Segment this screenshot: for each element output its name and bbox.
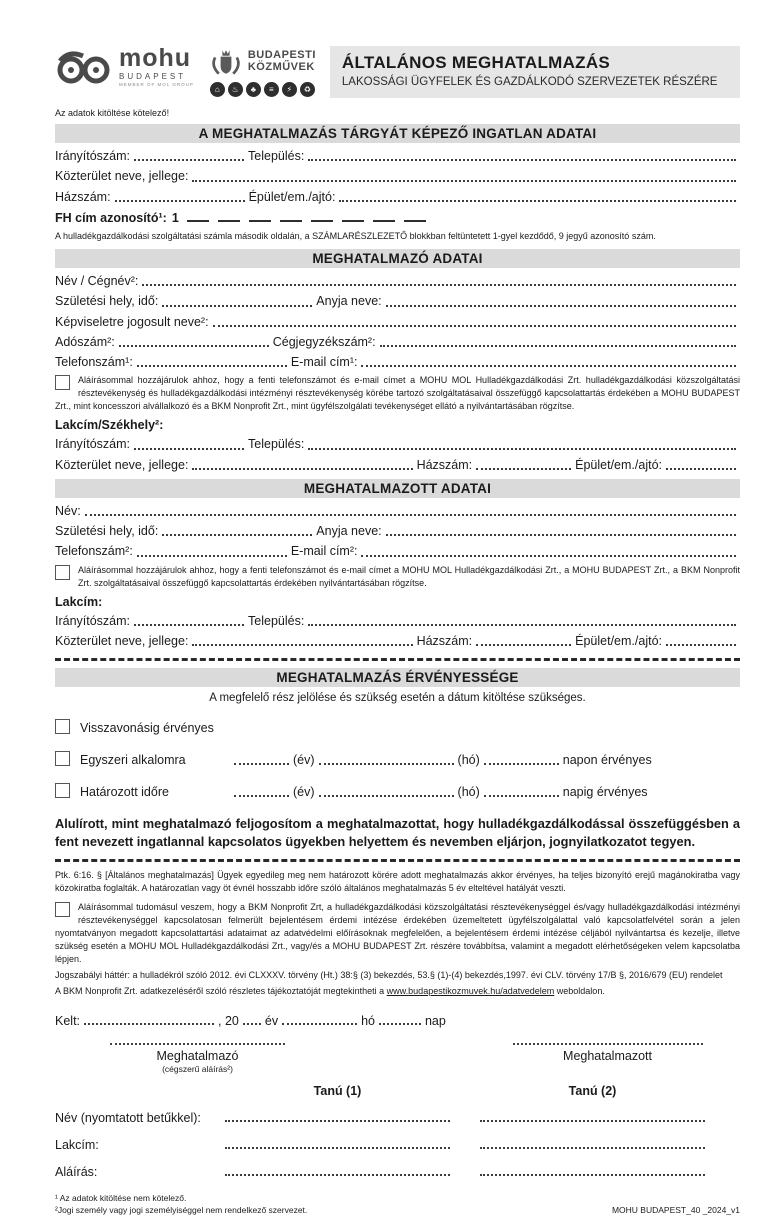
mandatory-note: Az adatok kitöltése kötelező! [55,108,170,118]
legal-privacy-prefix: A BKM Nonprofit Zrt. adatkezeléséről szóló részletes tájékoztatóját megtekintheti a [55,986,387,997]
agent-address-heading: Lakcím: [55,594,103,609]
budapesti-kozmuvek-logo [208,46,316,97]
privacy-policy-link[interactable]: www.budapestikozmuvek.hu/adatvedelem [386,986,555,997]
witness1-address-field[interactable] [225,1146,450,1149]
principal-houseno-field[interactable] [476,467,571,470]
section-heading-agent: MEGHATALMAZOTT ADATAI [55,479,740,498]
date-year-field[interactable] [243,1022,261,1025]
principal-postcode-field[interactable] [134,447,244,450]
principal-consent-checkbox[interactable] [55,375,70,390]
agent-consent-checkbox[interactable] [55,565,70,580]
principal-consent [55,374,740,413]
agent-email-field[interactable] [361,554,736,557]
validity-single-year-field[interactable] [234,762,289,765]
validity-option-single-checkbox[interactable] [55,751,70,766]
validity-option-single-suffix: napon érvényes [562,753,652,768]
agent-postcode-field[interactable] [134,623,244,626]
validity-fixed-month-field[interactable] [319,794,454,797]
principal-taxno-field[interactable] [119,344,269,347]
validity-fixed-day-field[interactable] [484,794,559,797]
principal-building-field[interactable] [666,467,736,470]
principal-settlement-label: Település: [248,437,305,452]
witness2-address-field[interactable] [480,1146,705,1149]
principal-address-heading: Lakcím/Székhely²: [55,418,164,433]
date-label: Kelt: [55,1014,81,1029]
bkm-energy-icon: ⚡ [282,82,297,97]
date-month-unit: hó [361,1014,375,1029]
bkm-crest-icon [208,46,244,78]
form-subtitle: LAKOSSÁGI ÜGYFELEK ÉS GAZDÁLKODÓ SZERVEZETEK RÉSZÉRE [341,76,718,88]
property-settlement-field[interactable] [308,158,736,161]
witness-address-label: Lakcím: [55,1138,99,1153]
validity-option-revocation-checkbox[interactable] [55,719,70,734]
principal-street-label: Közterület neve, jellege: [55,457,189,472]
mohu-owl-icon [55,47,113,87]
property-fh-prefix: 1 [171,210,179,225]
witness2-signature-field[interactable] [480,1173,705,1176]
principal-birth-label: Születési hely, idő: [55,294,159,309]
property-fh-label: FH cím azonosító¹: [55,210,167,225]
validity-year-label2: (év) [293,785,315,800]
mohu-brand-text: mohu [119,44,192,72]
property-fh-note: A hulladékgazdálkodási szolgáltatási számla második oldalán, a SZÁMLARÉSZLEZETŐ blokkban feltüntetett 1-gyel kezdődő, 9 jegyű azonosító szám. [55,231,656,241]
property-building-label: Épület/em./ajtó: [248,189,336,204]
principal-name-label: Név / Cégnév²: [55,274,139,289]
form-title: ÁLTALÁNOS MEGHATALMAZÁS [341,53,611,72]
witness1-heading: Tanú (1) [313,1084,362,1099]
principal-houseno-label: Házszám: [416,457,473,472]
principal-representative-label: Képviseletre jogosult neve²: [55,314,209,329]
agent-signature-caption: Meghatalmazott [563,1049,652,1064]
agent-email-label: E-mail cím²: [290,544,358,559]
bkm-services-icon: ≡ [264,82,279,97]
validity-year-label: (év) [293,753,315,768]
witness2-heading: Tanú (2) [568,1084,617,1099]
legal-law-reference: Jogszabályi háttér: a hulladékról szóló 2012. évi CLXXXV. törvény (Ht.) 38:§ (3) bekezdés, 53.§ (1)-(4) bekezdés,1997. évi CLV. törvény 17/B §, 2016/679 (EU) rendelet [55,970,723,981]
date-place-field[interactable] [84,1022,214,1025]
agent-consent [55,564,740,590]
principal-regno-label: Cégjegyzékszám²: [272,334,376,349]
witness2-name-field[interactable] [480,1119,705,1122]
mohu-tagline: MEMBER OF MOL GROUP [119,82,194,87]
principal-email-field[interactable] [361,364,736,367]
section-heading-principal: MEGHATALMAZÓ ADATAI [55,249,740,268]
property-houseno-label: Házszám: [55,189,111,204]
witness-signature-label: Aláírás: [55,1165,98,1180]
agent-mother-field[interactable] [386,533,736,536]
agent-postcode-label: Irányítószám: [55,613,131,628]
principal-taxno-label: Adószám²: [55,334,115,349]
agent-settlement-field[interactable] [308,623,736,626]
validity-single-month-field[interactable] [319,762,454,765]
authorization-declaration: Alulírott, mint meghatalmazó feljogosítom a meghatalmazottat, hogy hulladékgazdálkodással összefüggésben a fent nevezett ingatlannal kapcsolatos ügyekben helyettem és nevemben eljárjon, jognyilatkozatot tegyen. [55,816,740,849]
agent-birth-field[interactable] [162,533,312,536]
page-header [55,46,740,98]
property-postcode-field[interactable] [134,158,244,161]
agent-street-field[interactable] [192,643,412,646]
property-fh-blanks[interactable] [187,209,435,226]
bkm-service-icons [208,82,316,97]
principal-representative-field[interactable] [213,324,736,327]
agent-birth-label: Születési hely, idő: [55,524,159,539]
property-postcode-label: Irányítószám: [55,149,131,163]
legal-privacy-suffix: weboldalon. [554,986,605,997]
date-day-field[interactable] [379,1022,421,1025]
witness-name-label: Név (nyomtatott betűkkel): [55,1111,201,1126]
property-houseno-field[interactable] [115,199,245,202]
bkm-heating-icon: ♨ [228,82,243,97]
principal-name-field[interactable] [142,283,736,286]
principal-phone-label: Telefonszám¹: [55,355,133,370]
agent-building-field[interactable] [666,643,736,646]
principal-settlement-field[interactable] [308,447,736,450]
agent-houseno-label: Házszám: [416,634,473,649]
bkm-name-line1: BUDAPESTI [247,49,316,62]
validity-option-fixed-suffix: napig érvényes [562,785,648,800]
validity-month-label: (hó) [457,753,480,768]
validity-note: A megfelelő rész jelölése és szükség esetén a dátum kitöltése szükséges. [209,692,586,705]
section-heading-property: A MEGHATALMAZÁS TÁRGYÁT KÉPEZŐ INGATLAN ADATAI [55,124,740,143]
page-footer [55,1193,740,1217]
principal-birth-field[interactable] [162,304,312,307]
principal-phone-field[interactable] [137,364,287,367]
property-building-field[interactable] [339,199,736,202]
dashed-separator [55,658,740,661]
legal-acknowledgement [55,901,740,966]
mohu-city-text: BUDAPEST [119,72,187,81]
agent-phone-field[interactable] [137,554,287,557]
property-street-field[interactable] [192,179,736,182]
validity-option-fixed-checkbox[interactable] [55,783,70,798]
bkm-name-line2: KÖZMŰVEK [247,61,315,73]
date-year-unit: év [264,1014,279,1029]
bkm-waste-icon: ♻ [300,82,315,97]
witness1-signature-field[interactable] [225,1173,450,1176]
validity-fixed-year-field[interactable] [234,794,289,797]
footnote-1: ¹ Az adatok kitöltése nem kötelező. [55,1193,187,1204]
property-street-label: Közterület neve, jellege: [55,169,189,184]
agent-name-field[interactable] [85,513,736,516]
validity-option-fixed-label: Határozott időre [80,785,169,800]
date-month-field[interactable] [282,1022,357,1025]
principal-mother-field[interactable] [386,304,736,307]
legal-acknowledgement-text: Aláírásommal tudomásul veszem, hogy a BKM Nonprofit Zrt, a hulladékgazdálkodási közszolgáltatási résztevékenységgel és/vagy hulladékgazdálkodási intézményi résztevékenységgel kapcsolatosan felmerült bejelentésem érdemi intézése érdekében üzemeltetett ügyfélszolgálattal való kapcsolatfelvétel során a jelen nyomtatványon megadott kapcsolattartási adataimat az adatvédelmi előírásoknak megfelelően, a bejelentésem érdemi intézése céljából nyilvántartsa és kezelje, illetve szükség esetén a MOHU MOL Hulladékgazdálkodási Zrt., vagy/és a MOHU BUDAPEST Zrt. részére továbbítsa, valamint a megadott elérhetőségeken velem kapcsolatba lépjen. [55,901,740,965]
agent-phone-label: Telefonszám²: [55,544,133,559]
legal-privacy-line [55,985,740,998]
principal-postcode-label: Irányítószám: [55,437,131,452]
principal-regno-field[interactable] [380,344,736,347]
agent-houseno-field[interactable] [476,643,571,646]
principal-consent-text: Aláírásommal hozzájárulok ahhoz, hogy a fenti telefonszámot és e-mail címet a MOHU MOL Hulladékgazdálkodási Zrt. hulladékgazdálkodási közszolgáltatási résztevékenység és hulladékgazdálkodási intézményi résztevékenység körébe tartozó szolgáltatásaival összefüggő kapcsolattartás érdekében a MOHU BUDAPEST Zrt., mint koncesszori alvállalkozó és a BKM Nonprofit Zrt., mint ügyfélszolgálati tevékenységet ellátó a nyilvántartásában rögzítse. [55,375,740,412]
section-heading-validity: MEGHATALMAZÁS ÉRVÉNYESSÉGE [55,668,740,687]
form-version: MOHU BUDAPEST_40 _2024_v1 [611,1205,740,1216]
agent-name-label: Név: [55,503,81,518]
principal-street-field[interactable] [192,467,412,470]
principal-signature-subcaption: (cégszerű aláírás²) [162,1064,233,1075]
witness1-name-field[interactable] [225,1119,450,1122]
agent-consent-text: Aláírásommal hozzájárulok ahhoz, hogy a fenti telefonszámot és e-mail címet a MOHU MOL Hulladékgazdálkodási Zrt., a MOHU BUDAPEST Zrt., a BKM Nonprofit Zrt. szolgáltatásaival összefüggő kapcsolattartás érdekében nyilvántartásában rögzítse. [78,564,740,588]
principal-mother-label: Anyja neve: [316,294,382,309]
mohu-logo [55,46,194,88]
principal-email-label: E-mail cím¹: [290,355,358,370]
footnote-2: ²Jogi személy vagy jogi személyiséggel nem rendelkező szervezet. [55,1205,308,1216]
form-title-block [330,46,740,98]
date-year-prefix: , 20 [218,1014,239,1029]
legal-acknowledgement-checkbox[interactable] [55,902,70,917]
signature-block [55,1042,740,1179]
validity-month-label2: (hó) [457,785,480,800]
agent-settlement-label: Település: [248,613,305,628]
validity-single-day-field[interactable] [484,762,559,765]
legal-ptk-paragraph: Ptk. 6:16. § [Általános meghatalmazás] Ügyek egyedileg meg nem határozott körére adott meghatalmazás akkor érvényes, ha teljes bizonyító erejű magánokiratba vagy közokiratba foglalták. A határozatlan vagy öt évnél hosszabb időre szóló általános meghatalmazás 5 év elteltével hatályát veszti. [55,869,740,893]
agent-street-label: Közterület neve, jellege: [55,634,189,649]
bkm-parks-icon: ♣ [246,82,261,97]
principal-signature-caption: Meghatalmazó [156,1049,239,1064]
date-line [55,1014,740,1028]
validity-option-revocation-label: Visszavonásig érvényes [80,721,214,736]
agent-mother-label: Anyja neve: [316,524,382,539]
date-day-unit: nap [424,1014,446,1029]
bkm-housing-icon: ⌂ [210,82,225,97]
property-settlement-label: Település: [248,149,305,163]
agent-building-label: Épület/em./ajtó: [575,634,662,649]
validity-option-single-label: Egyszeri alkalomra [80,753,186,768]
principal-building-label: Épület/em./ajtó: [575,457,662,472]
dashed-separator-2 [55,859,740,862]
